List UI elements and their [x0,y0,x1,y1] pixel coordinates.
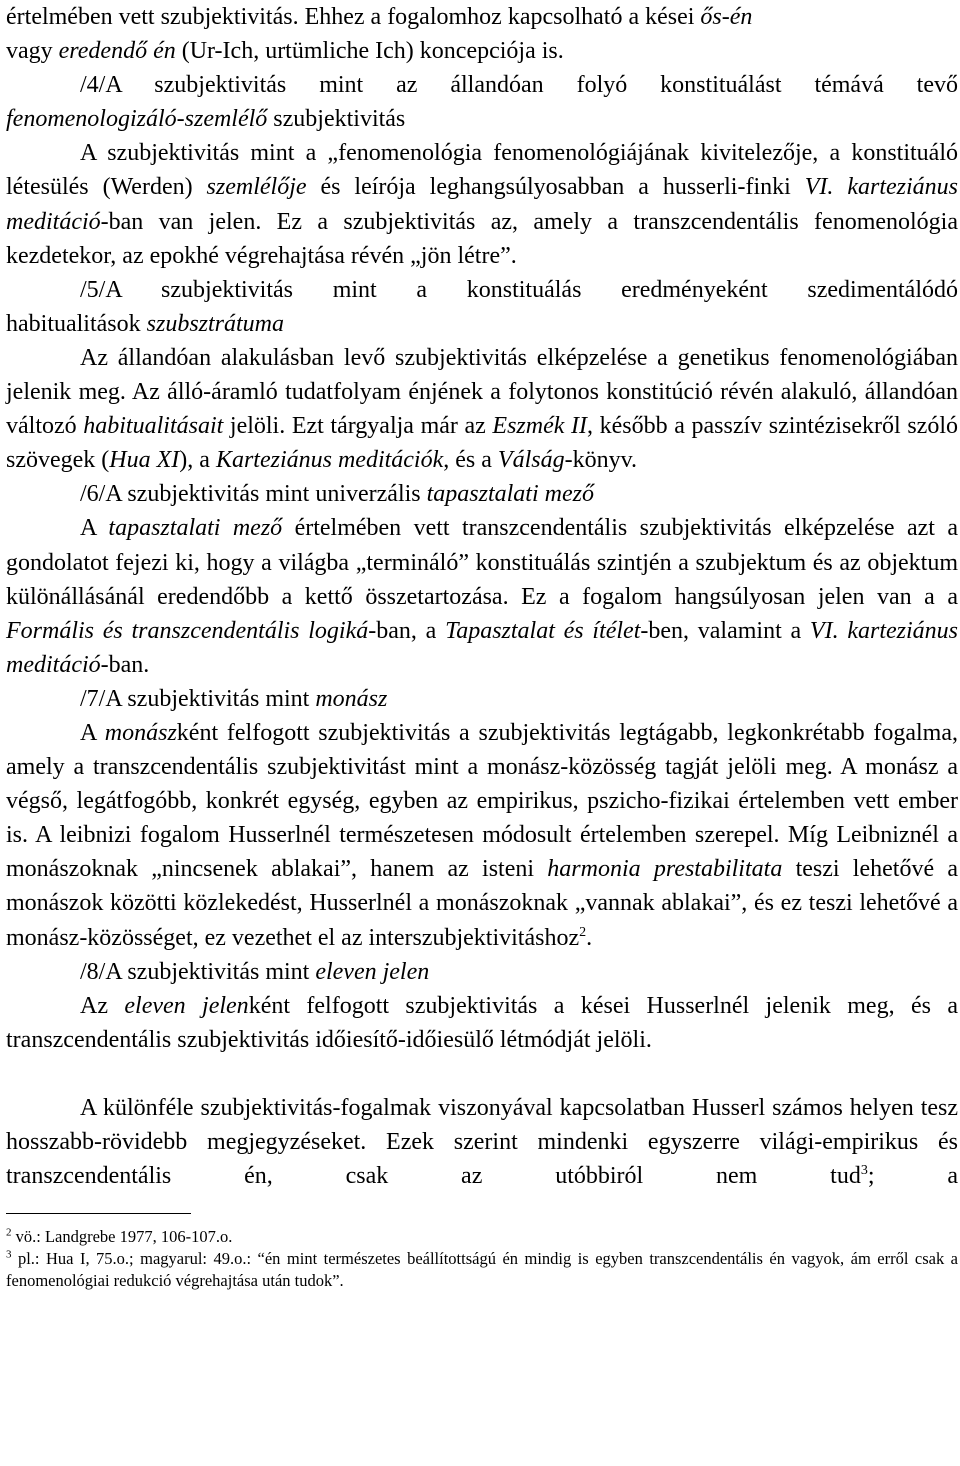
italic-term: fenomenologizáló-szemlélő [6,106,268,133]
section-heading: /7/A szubjektivitás mint [80,685,316,712]
text-run: -ban, a [368,617,446,644]
text-run: -ban. [100,651,150,678]
section-heading: /6/A szubjektivitás mint univerzális [80,481,427,508]
section-heading: /5/A szubjektivitás mint a konstituálás eredményeként szedimentálódó [80,276,958,303]
section-6-heading [6,477,958,511]
footnote-text: vö.: Landgrebe 1977, 106-107.o. [11,1227,233,1247]
italic-term: Eszmék II [492,413,587,440]
footnote-divider [6,1213,191,1214]
text-run: és leírója leghangsúlyosabban a husserli-finki [306,174,805,201]
italic-term: Tapasztalat és ítélet [445,617,641,644]
text-run: szubjektivitás [267,106,406,133]
italic-term: monász [315,685,388,712]
paragraph-intro-continuation [6,0,958,68]
section-7-paragraph [6,716,958,955]
text-run: , később a passzív szintézisekről szóló szövegek ( [6,413,958,474]
italic-term: ős-én [700,4,753,30]
text-run: habitualitások [6,310,147,337]
text-run: vagy [6,38,59,65]
document-page [6,0,958,1292]
section-8-paragraph [6,989,958,1057]
footnote-ref[interactable]: 3 [860,1163,868,1179]
text-run: A [80,719,105,746]
footnote-number: 2 [6,1226,12,1239]
section-5-heading-line1 [6,273,958,307]
italic-term: eleven jelen [124,992,249,1019]
italic-term: Hua XI [109,447,180,474]
italic-term: VI. karteziánus meditáció [6,174,959,235]
footnote-ref[interactable]: 2 [579,924,587,940]
closing-paragraph [6,1091,958,1193]
italic-term: harmonia prestabilitata [547,856,783,883]
footnote-3 [6,1248,958,1292]
section-4-heading-line1 [6,68,958,102]
text-run: Az [80,992,125,1019]
italic-term: eredendő én [58,38,176,65]
section-4-paragraph [6,136,958,272]
text-run: értelmében vett szubjektivitás. Ehhez a fogalomhoz kapcsolható a kései [6,4,701,30]
text-run: . [586,924,593,951]
text-run: teszi lehetővé a monászok közötti közlekedést, Husserlnél a monászoknak „vannak ablakai”, és ez teszi lehetővé a monász-közösséget, ez vezethet el az interszubjektivitáshoz [6,856,958,951]
text-run: Az állandóan alakulásban levő szubjektivitás elképzelése a genetikus fenomenológiában jelenik meg. Az álló-áramló tudatfolyam énjének a folytonos konstitúció révén alakuló, állandóan változó [6,344,958,440]
text-run: -ben, valamint a [640,617,810,644]
text-run: ; a [867,1163,958,1190]
text-run: (Ur-Ich, urtümliche Ich) koncepciója is. [175,38,564,65]
text-run: ként felfogott szubjektivitás a kései Husserlnél jelenik meg, és a transzcendentális szubjektivitás időiesítő-időiesülő létmódját jelöli. [6,992,958,1053]
text-run: A [80,515,109,542]
footnote-text: pl.: Hua I, 75.o.; magyarul: 49.o.: “én mint természetes beállítottságú én mindig is egyben transzcendentális én vagyok, ám erről csak a fenomenológiai redukció végrehajtása után tudok”. [6,1249,958,1291]
section-4-heading-line2 [6,102,958,136]
italic-term: habitualitásait [83,413,224,440]
section-heading: /8/A szubjektivitás mint [80,958,316,985]
section-5-heading-line2 [6,307,958,341]
section-7-heading [6,682,958,716]
italic-term: eleven jelen [315,958,430,985]
italic-term: tapasztalati mező [108,515,283,542]
footnote-number: 3 [6,1248,12,1261]
italic-term: szubsztrátuma [146,310,285,337]
footnote-2 [6,1226,958,1248]
text-run: ), a [179,447,216,474]
section-5-paragraph [6,341,958,477]
text-run: A szubjektivitás mint a „fenomenológia fenomenológiájának kivitelezője, a konstituáló létesülés (Werden) [6,140,958,201]
italic-term: szemlélője [206,174,307,201]
italic-term: tapasztalati mező [426,481,594,508]
text-run: ként felfogott szubjektivitás a szubjektivitás legtágabb, legkonkrétabb fogalma, amely a transzcendentális szubjektivitást mint a monász-közösség tagját jelöli meg. A monász a végső, legátfogóbb, konkrét egység, egyben az empirikus, pszicho-fizikai értelemben vett ember is. A leibnizi fogalom Husserlnél természetesen módosult értelemben szerepel. Míg Leibniznél a monászoknak „nincsenek ablakai”, hanem az isteni [6,719,958,883]
section-6-paragraph [6,511,958,681]
text-run: értelmében vett transzcendentális szubjektivitás elképzelése azt a gondolatot fejezi ki, hogy a világba „termináló” konstituálás szintjén a szubjektum és az objektum különállásánál eredendőbb a kettő összetartozása. Ez a fogalom hangsúlyosan jelen van a a [6,515,959,610]
italic-term: monász [104,719,177,746]
section-heading: /4/A szubjektivitás mint az állandóan folyó konstituálást témává tevő [80,72,958,99]
text-run: , és a [443,447,498,474]
text-run: -ban van jelen. Ez a szubjektivitás az, amely a transzcendentális fenomenológia kezdetekor, az epokhé végrehajtása révén „jön létre”. [6,208,958,269]
text-run: jelöli. Ezt tárgyalja már az [223,413,493,440]
italic-term: Karteziánus meditációk [215,447,444,474]
text-run: -könyv. [564,447,638,474]
italic-term: Formális és transzcendentális logiká [6,617,369,644]
paragraph-gap [6,1057,958,1091]
italic-term: VI. karteziánus meditáció [6,617,958,678]
text-run: A különféle szubjektivitás-fogalmak viszonyával kapcsolatban Husserl számos helyen tesz hosszabb-rövidebb megjegyzéseket. Ezek szerint mindenki egyszerre világi-empirikus és transzcendentális én, csak az utóbbiról nem tud [6,1094,958,1190]
section-8-heading [6,955,958,989]
italic-term: Válság [497,447,565,474]
